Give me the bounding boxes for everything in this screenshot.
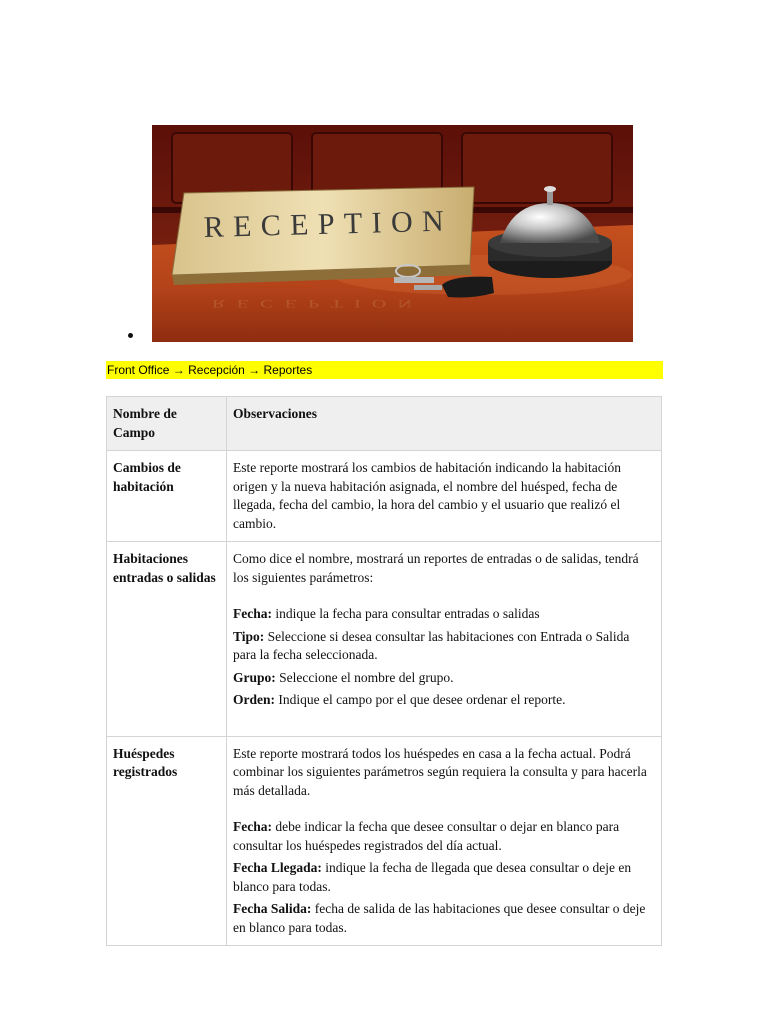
sign-reflection: RECEPTION — [212, 297, 412, 312]
param-text: Indique el campo por el que desee ordenar el reporte. — [275, 692, 566, 707]
param-text: Seleccione si desea consultar las habitaciones con Entrada o Salida para la fecha seleccionada. — [233, 628, 630, 662]
reception-photo — [152, 125, 633, 342]
field-name: Huéspedes registrados — [107, 736, 227, 946]
param-text: fecha de salida de las habitaciones que desee consultar o deje en blanco para todas. — [233, 901, 646, 935]
param-line — [233, 859, 655, 896]
param-label: Grupo: — [233, 669, 276, 685]
field-description: Este reporte mostrará todos los huéspedes en casa a la fecha actual. Podrá combinar los siguientes parámetros según requiera la consulta y para hacerla más detallada. — [233, 745, 647, 798]
param-line — [233, 900, 655, 937]
param-label: Fecha Salida: — [233, 901, 312, 916]
param-line — [233, 818, 655, 855]
param-label: Orden: — [233, 692, 275, 707]
param-line — [233, 605, 655, 624]
field-description: Este reporte mostrará los cambios de habitación indicando la habitación origen y la nueva habitación asignada, el nombre del huésped, fecha de llegada, fecha del cambio, la hora del cambio y el usuario que realizó el cambio. — [233, 460, 621, 531]
param-label: Fecha: — [233, 606, 272, 621]
field-observations — [227, 451, 662, 542]
field-observations — [227, 736, 662, 946]
breadcrumb: Front Office → Recepción → Reportes — [106, 361, 663, 379]
param-label: Fecha: — [233, 819, 272, 834]
field-name: Cambios de habitación — [107, 451, 227, 542]
table-row — [107, 451, 662, 542]
field-observations — [227, 542, 662, 737]
param-line — [233, 669, 655, 688]
sign-text: RECEPTION — [203, 204, 445, 244]
param-text: Seleccione el nombre del grupo. — [275, 669, 454, 685]
fields-table — [106, 396, 662, 946]
param-text: debe indicar la fecha que desee consultar o dejar en blanco para consultar los huéspedes registrados del día actual. — [233, 819, 620, 853]
table-row — [107, 736, 662, 946]
param-line — [233, 691, 655, 710]
param-text: indique la fecha para consultar entradas o salidas — [271, 606, 540, 621]
param-label: Fecha Llegada: — [233, 860, 322, 875]
param-line — [233, 628, 655, 665]
param-label: Tipo: — [233, 628, 265, 644]
header-field-name: Nombre de Campo — [107, 397, 227, 451]
field-description: Como dice el nombre, mostrará un reportes de entradas o de salidas, tendrá los siguientes parámetros: — [233, 551, 639, 585]
header-observations: Observaciones — [227, 397, 662, 451]
param-text: indique la fecha de llegada que desea consultar o deje en blanco para todas. — [233, 860, 632, 894]
field-name: Habitaciones entradas o salidas — [107, 542, 227, 737]
list-bullet — [128, 333, 133, 338]
table-header-row — [107, 397, 662, 451]
table-row — [107, 542, 662, 737]
